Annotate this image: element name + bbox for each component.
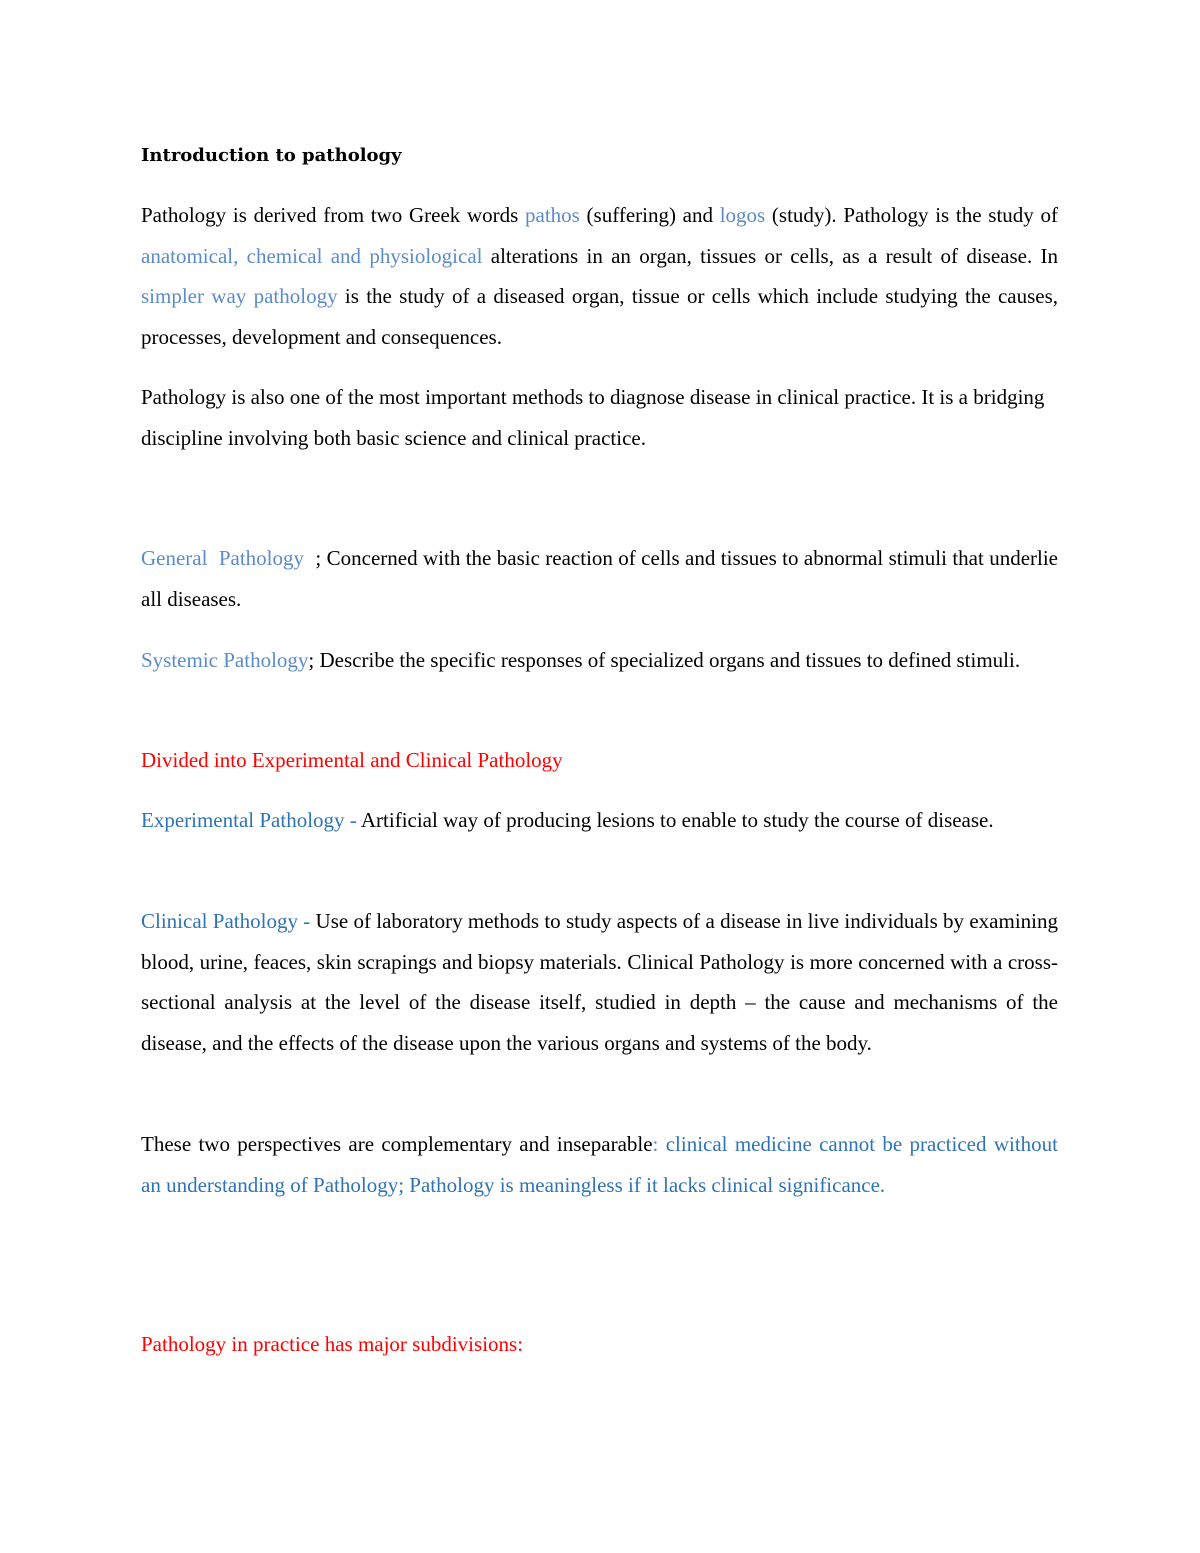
term-alterations: anatomical, chemical and physiological (141, 243, 483, 268)
paragraph-text: alterations in an organ, tissues or cells, as a result of disease. In (482, 243, 1058, 268)
paragraph-subdivisions: Pathology in practice has major subdivisions: (141, 1332, 524, 1356)
term-simpler-way: simpler way pathology (141, 284, 338, 308)
document-title: Introduction to pathology (141, 145, 402, 166)
paragraph-clinical-pathology (141, 901, 1058, 1063)
paragraph-text: ; Describe the specific responses of specialized organs and tissues to defined stimuli. (308, 648, 1021, 672)
paragraph-systemic-pathology (141, 640, 1058, 681)
paragraph-perspectives (141, 1124, 1058, 1205)
term-general-pathology: General Pathology (141, 546, 316, 570)
paragraph-general-pathology (141, 538, 1058, 619)
paragraph-definition (141, 195, 1058, 357)
paragraph-text: (suffering) and (579, 203, 720, 227)
paragraph-importance: Pathology is also one of the most important methods to diagnose disease in clinical practice. It is a bridging discipline involving both basic science and clinical practice. (141, 385, 1045, 450)
paragraph-text: Use of laboratory methods to study aspects of a disease in live individuals by examining blood, urine, feaces, skin scrapings and biopsy materials. Clinical Pathology is more concerned with a cross-sectional analysis at the level of the disease itself, studied in depth – the cause and mechanisms of the disease, and the effects of the disease upon the various organs and systems of the body. (141, 909, 1058, 1055)
term-logos: logos (719, 203, 766, 227)
paragraph-text: Artificial way of producing lesions to enable to study the course of disease. (360, 808, 994, 832)
paragraph-text: ; Concerned with the basic reaction of cells and tissues to abnormal stimuli that underlie all diseases. (141, 546, 1059, 611)
highlight-statement: clinical medicine cannot be practiced without an understanding of Pathology; Pathology is meaningless if it lacks clinical significance. (141, 1132, 1058, 1197)
term-systemic-pathology: Systemic Pathology (141, 648, 309, 672)
paragraph-text: (study). Pathology is the study of (765, 203, 1058, 227)
term-pathos: pathos (525, 203, 580, 227)
paragraph-experimental-pathology (141, 800, 1058, 841)
paragraph-text: These two perspectives are complementary and inseparable (141, 1132, 653, 1156)
paragraph-text: is the study of a diseased organ, tissue or cells which include studying the causes, processes, development and consequences. (141, 284, 1059, 349)
term-experimental-pathology: Experimental Pathology - (141, 808, 361, 832)
paragraph-colon: : (652, 1132, 666, 1156)
paragraph-divided: Divided into Experimental and Clinical Pathology (141, 748, 563, 772)
term-clinical-pathology: Clinical Pathology - (141, 909, 316, 933)
paragraph-text: Pathology is derived from two Greek words (141, 203, 526, 227)
